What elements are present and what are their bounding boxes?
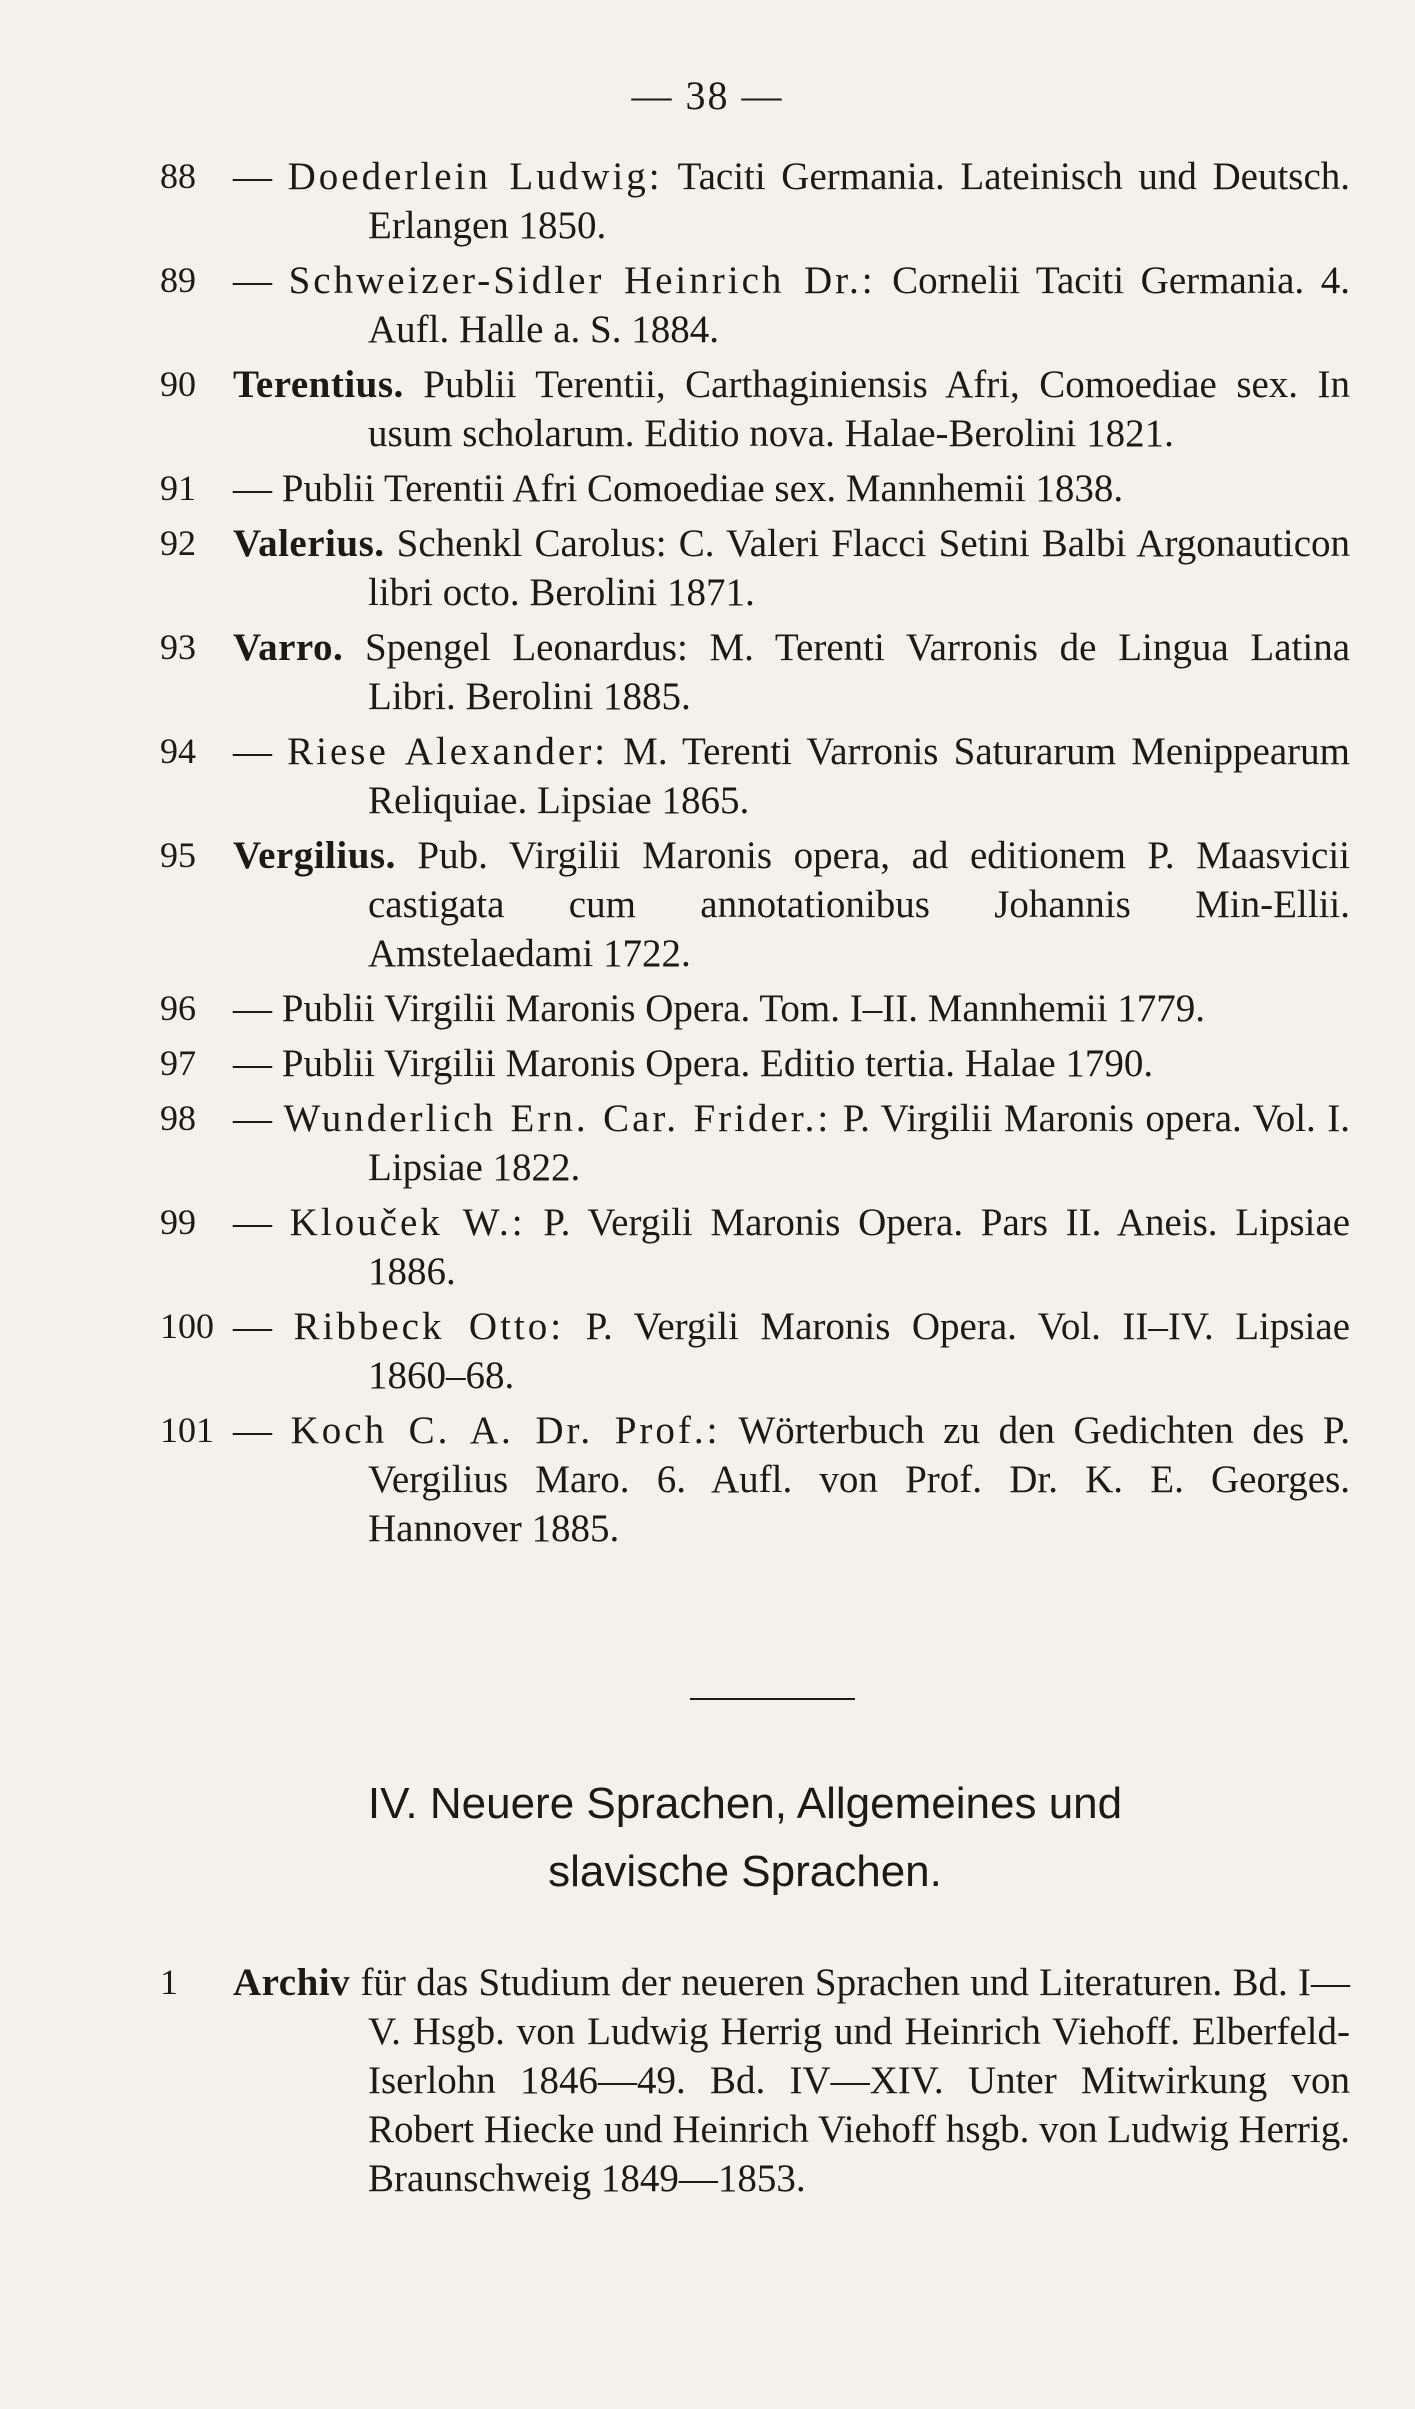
list-item bbox=[160, 623, 1350, 721]
entry-dash: — bbox=[233, 1097, 272, 1140]
entry-number: 94 bbox=[160, 731, 196, 771]
bibliography-list bbox=[160, 152, 1350, 1559]
entry-number: 95 bbox=[160, 835, 196, 875]
list-item bbox=[160, 519, 1350, 617]
entry-text: Taciti Germania. Lateinisch und Deutsch. Erlangen 1850. bbox=[368, 155, 1351, 247]
list-item bbox=[160, 1039, 1350, 1088]
entry-number: 99 bbox=[160, 1202, 196, 1242]
entry-text: Cornelii Taciti Germania. 4. Aufl. Halle a. S. 1884. bbox=[368, 259, 1351, 351]
entry-dash: — bbox=[233, 1201, 272, 1244]
entry-number: 88 bbox=[160, 156, 196, 196]
page-number: — 38 — bbox=[631, 73, 784, 118]
section-heading-line: slavische Sprachen. bbox=[548, 1847, 942, 1896]
list-item bbox=[160, 152, 1350, 250]
entry-dash: — bbox=[233, 730, 272, 773]
entry-number: 89 bbox=[160, 260, 196, 300]
section-heading-line: IV. Neuere Sprachen, Allgemeines und bbox=[367, 1779, 1123, 1828]
entry-dash: — bbox=[233, 259, 272, 302]
list-item bbox=[160, 984, 1350, 1033]
entry-dash: — bbox=[233, 155, 272, 198]
entry-number: 98 bbox=[160, 1098, 196, 1138]
list-item bbox=[160, 1302, 1350, 1400]
entry-text: Publii Terentii, Carthaginiensis Afri, Comoediae sex. In usum scholarum. Editio nova. Halae-Berolini 1821. bbox=[368, 363, 1351, 455]
entry-author: Wunderlich Ern. Car. Frider.: bbox=[283, 1097, 832, 1140]
list-item bbox=[160, 831, 1350, 978]
entry-dash: — bbox=[233, 987, 272, 1030]
entry-text: Spengel Leonardus: M. Terenti Varronis de Lingua Latina Libri. Berolini 1885. bbox=[364, 626, 1351, 718]
list-item bbox=[160, 727, 1350, 825]
entry-text: für das Studium der neueren Sprachen und Literaturen. Bd. I—V. Hsgb. von Ludwig Herrig und Heinrich Viehoff. Elberfeld-Iserlohn 1846—49. Bd. IV—XIV. Unter Mitwirkung von Robert Hiecke und Heinrich Viehoff hsgb. von Ludwig Herrig. Braunschweig 1849—1853. bbox=[360, 1961, 1351, 2200]
entry-text: Publii Terentii Afri Comoediae sex. Mannhemii 1838. bbox=[281, 467, 1124, 510]
entry-text: Wörterbuch zu den Gedichten des P. Vergilius Maro. 6. Aufl. von Prof. Dr. K. E. Georges. Hannover 1885. bbox=[368, 1409, 1351, 1550]
entry-author: Varro. bbox=[233, 626, 344, 669]
entry-text: P. Virgilii Maronis opera. Vol. I. Lipsiae 1822. bbox=[368, 1097, 1351, 1189]
section-heading bbox=[130, 1770, 1360, 1906]
entry-number: 90 bbox=[160, 364, 196, 404]
entry-author: Valerius. bbox=[233, 522, 385, 565]
entry-text: Publii Virgilii Maronis Opera. Tom. I–II. Mannhemii 1779. bbox=[281, 987, 1206, 1030]
list-item bbox=[160, 1198, 1350, 1296]
list-item bbox=[160, 1094, 1350, 1192]
entry-dash: — bbox=[233, 1305, 272, 1348]
entry-text: P. Vergili Maronis Opera. Vol. II–IV. Lipsiae 1860–68. bbox=[368, 1305, 1351, 1397]
entry-number: 1 bbox=[160, 1962, 178, 2002]
entry-number: 93 bbox=[160, 627, 196, 667]
entry-text: Publii Virgilii Maronis Opera. Editio tertia. Halae 1790. bbox=[281, 1042, 1154, 1085]
list-item bbox=[160, 360, 1350, 458]
entry-author: Klouček W.: bbox=[289, 1201, 526, 1244]
list-item bbox=[160, 1406, 1350, 1553]
list-item bbox=[160, 1958, 1350, 2203]
entry-number: 91 bbox=[160, 468, 196, 508]
entry-author: Vergilius. bbox=[233, 834, 396, 877]
entry-number: 100 bbox=[160, 1306, 214, 1346]
entry-text: P. Vergili Maronis Opera. Pars II. Aneis. Lipsiae 1886. bbox=[368, 1201, 1351, 1293]
section-divider bbox=[690, 1698, 855, 1700]
entry-author: Doederlein Ludwig: bbox=[287, 155, 663, 198]
entry-author: Ribbeck Otto: bbox=[293, 1305, 565, 1348]
entry-dash: — bbox=[233, 1042, 272, 1085]
entry-number: 96 bbox=[160, 988, 196, 1028]
entry-dash: — bbox=[233, 467, 272, 510]
entry-number: 97 bbox=[160, 1043, 196, 1083]
entry-dash: — bbox=[233, 1409, 272, 1452]
entry-number: 101 bbox=[160, 1410, 214, 1450]
entry-number: 92 bbox=[160, 523, 196, 563]
entry-author: Koch C. A. Dr. Prof.: bbox=[290, 1409, 721, 1452]
list-item bbox=[160, 256, 1350, 354]
entry-text: Pub. Virgilii Maronis opera, ad editionem P. Maasvicii castigata cum annotationibus Johannis Min-Ellii. Amstelaedami 1722. bbox=[368, 834, 1350, 975]
entry-author: Schweizer-Sidler Heinrich Dr.: bbox=[288, 259, 876, 302]
entry-author: Riese Alexander: bbox=[287, 730, 609, 773]
bibliography-list-section-iv bbox=[160, 1958, 1350, 2209]
entry-author: Archiv bbox=[233, 1961, 351, 2004]
entry-text: M. Terenti Varronis Saturarum Menippearum Reliquiae. Lipsiae 1865. bbox=[368, 730, 1350, 822]
entry-text: Schenkl Carolus: C. Valeri Flacci Setini Balbi Argonauticon libri octo. Berolini 1871. bbox=[368, 522, 1351, 614]
list-item bbox=[160, 464, 1350, 513]
entry-author: Terentius. bbox=[233, 363, 404, 406]
